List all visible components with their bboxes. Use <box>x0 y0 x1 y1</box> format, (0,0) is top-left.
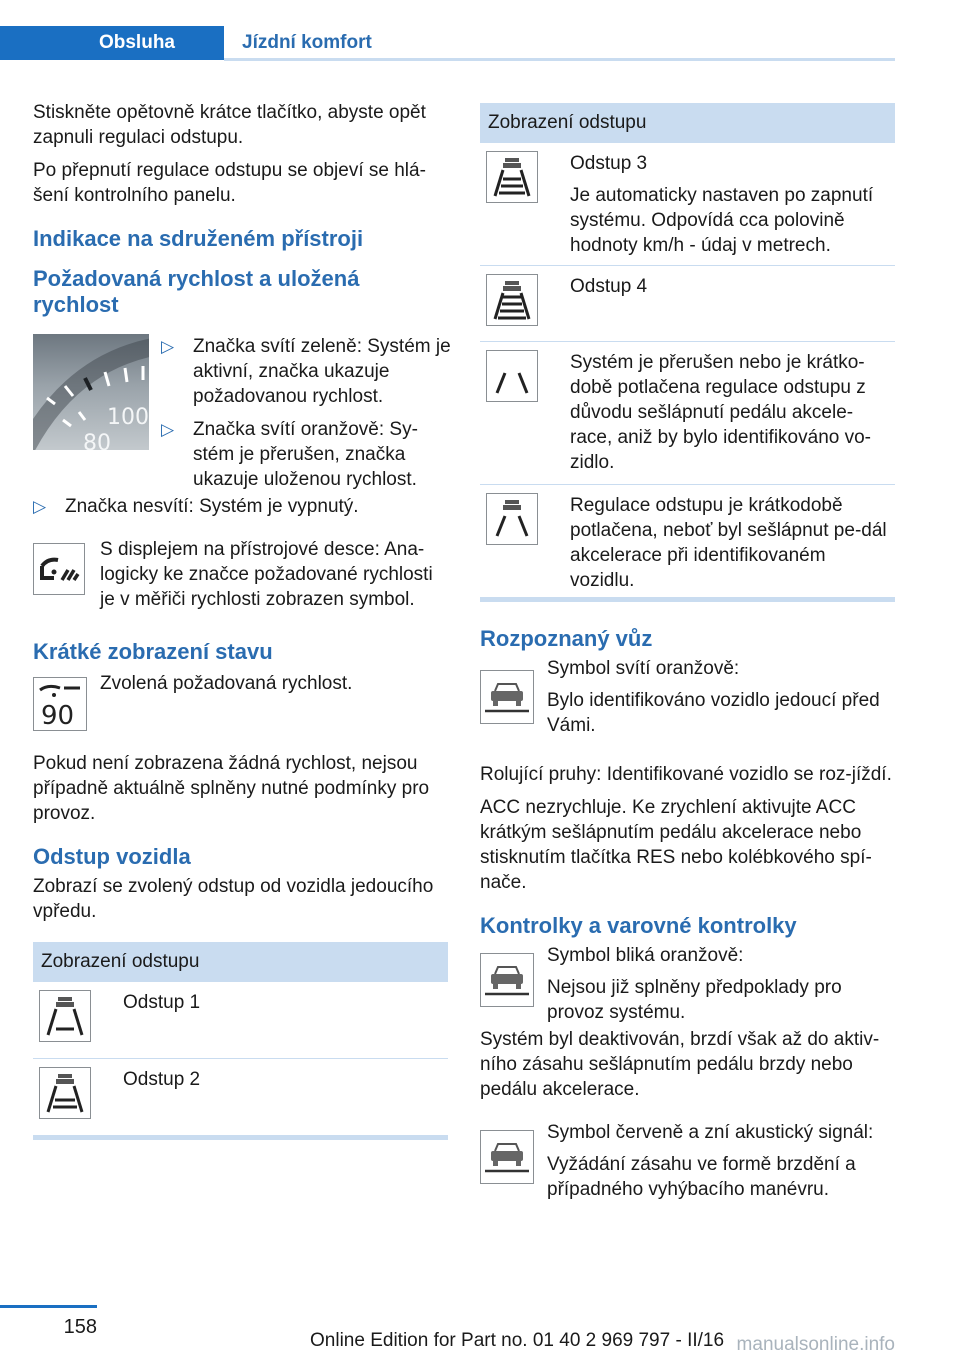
recognized-vehicle-row <box>480 656 895 752</box>
watermark: manualsonline.info <box>736 1334 895 1355</box>
table-row <box>480 143 895 266</box>
left-column <box>33 100 451 1140</box>
bullet-triangle-icon: ▷ <box>161 337 175 356</box>
gauge-label-80: 80 <box>83 431 111 450</box>
tab-obsluha[interactable]: Obsluha <box>0 26 224 60</box>
distance-2-label: Odstup 2 <box>123 1069 201 1090</box>
distance-4-title: Odstup 4 <box>570 276 648 297</box>
vehicle-warning-icon <box>480 953 534 1007</box>
table-row <box>480 342 895 485</box>
distance-4-icon <box>486 274 538 326</box>
tab-jizdni-komfort[interactable]: Jízdní komfort <box>242 32 372 53</box>
distance-3-title: Odstup 3 <box>570 153 648 174</box>
bullet-triangle-icon: ▷ <box>161 420 175 439</box>
blika-line-1: Symbol bliká oranžově: <box>547 945 744 966</box>
rolujici-paragraph: Rolující pruhy: Identifikované vozidlo se roz-jíždí. <box>480 764 892 785</box>
heading-pozadovana-rychlost: Požadovaná rychlost a uložená rychlost <box>33 266 360 317</box>
table-row <box>33 1059 448 1135</box>
intro-paragraph-2: Po přepnutí regulace odstupu se objeví se hlá-šení kontrolního panelu. <box>33 160 426 206</box>
intro-paragraph-1: Stiskněte opětovně krátce tlačítko, abyste opět zapnuli regulaci odstupu. <box>33 102 426 148</box>
table-row <box>480 266 895 342</box>
heading-kratke-zobrazeni: Krátké zobrazení stavu <box>33 639 273 664</box>
cerven-line-1: Symbol červeně a zní akustický signál: <box>547 1122 874 1143</box>
system-interrupted-text: Systém je přerušen nebo je krátko-době potlačena regulace odstupu z důvodu sešlápnutí pedálu akcele-race, aniž by bylo identifikováno vo-zidlo. <box>570 352 871 473</box>
speedometer-section <box>33 334 451 494</box>
odstup-description: Zobrazí se zvolený odstup od vozidla jedoucího vpředu. <box>33 876 434 922</box>
display-text: S displejem na přístrojové desce: Ana-logicky ke značce požadované rychlosti je v měřiči rychlosti zobrazen symbol. <box>100 539 433 610</box>
red-symbol-row <box>480 1120 895 1202</box>
distance-1-icon <box>39 990 91 1042</box>
distance-table-left <box>33 942 448 1140</box>
regulation-suppressed-text: Regulace odstupu je krátkodobě potlačena, neboť byl sešlápnut pe-dál akcelerace při identifikovaném vozidlu. <box>570 495 887 591</box>
heading-indikace: Indikace na sdruženém přístroji <box>33 226 364 251</box>
regulation-suppressed-icon <box>486 493 538 545</box>
page-number: 158 <box>63 1316 97 1338</box>
heading-odstup-vozidla: Odstup vozidla <box>33 844 191 869</box>
table-end-bar <box>33 1135 448 1140</box>
speed-90-icon <box>33 677 87 731</box>
deaktivovan-paragraph: Systém byl deaktivován, brzdí však až do aktiv-ního zásahu sešlápnutím pedálu brzdy nebo pedálu akcelerace. <box>480 1029 880 1100</box>
header-rule <box>224 58 895 61</box>
speed-value-text: 90 <box>41 701 75 730</box>
cerven-line-2: Vyžádání zásahu ve formě brzdění a případného vyhýbacího manévru. <box>547 1154 856 1200</box>
bullet-triangle-icon: ▷ <box>33 497 47 516</box>
bullet-text-orange: Značka svítí oranžově: Sy-stém je přerušen, značka ukazuje uloženou rychlost. <box>193 419 418 490</box>
cruise-control-symbol-icon <box>33 543 85 595</box>
footer-rule <box>0 1305 97 1308</box>
zvolena-rychlost-text: Zvolená požadovaná rychlost. <box>100 673 353 694</box>
header-tabs <box>0 26 895 60</box>
list-item <box>161 334 451 409</box>
table-row <box>33 982 448 1059</box>
pokud-paragraph: Pokud není zobrazena žádná rychlost, nejsou případně aktuálně splněny nutné podmínky pro provoz. <box>33 753 430 824</box>
blinking-symbol-row <box>480 943 895 1025</box>
indicator-bullets <box>161 334 451 500</box>
bullet-text-green: Značka svítí zeleně: Systém je aktivní, značka ukazuje požadovanou rychlost. <box>193 336 451 407</box>
distance-3-icon <box>486 151 538 203</box>
list-item <box>161 417 451 492</box>
list-item <box>33 494 448 519</box>
bullet-text-off: Značka nesvítí: Systém je vypnutý. <box>65 496 359 517</box>
distance-1-label: Odstup 1 <box>123 992 201 1013</box>
right-column <box>480 103 895 1210</box>
edition-text: Online Edition for Part no. 01 40 2 969 797 - II/16 <box>310 1330 725 1351</box>
system-interrupted-icon <box>486 350 538 402</box>
rozpoznany-line-1: Symbol svítí oranžově: <box>547 658 740 679</box>
table-row <box>480 485 895 597</box>
distance-3-desc: Je automaticky nastaven po zapnutí systému. Odpovídá cca polovině hodnoty km/h - údaj v metrech. <box>570 185 874 256</box>
gauge-label-100: 100 <box>107 405 149 430</box>
distance-table-right <box>480 103 895 602</box>
vehicle-alert-icon <box>480 1130 534 1184</box>
heading-rozpoznany-vuz: Rozpoznaný vůz <box>480 626 653 651</box>
speedometer-image <box>33 334 149 450</box>
blika-line-2: Nejsou již splněny předpoklady pro provoz systému. <box>547 977 842 1023</box>
display-symbol-row <box>33 537 448 617</box>
table-header: Zobrazení odstupu <box>480 103 895 143</box>
acc-paragraph: ACC nezrychluje. Ke zrychlení aktivujte ACC krátkým sešlápnutím pedálu akcelerace nebo stisknutím tlačítka RES nebo kolébkového spí-nače. <box>480 797 872 893</box>
vehicle-icon <box>480 670 534 724</box>
table-header: Zobrazení odstupu <box>33 942 448 982</box>
heading-kontrolky: Kontrolky a varovné kontrolky <box>480 913 797 938</box>
speed-status-row <box>33 671 448 737</box>
rozpoznany-line-2: Bylo identifikováno vozidlo jedoucí před Vámi. <box>547 690 880 736</box>
distance-2-icon <box>39 1067 91 1119</box>
